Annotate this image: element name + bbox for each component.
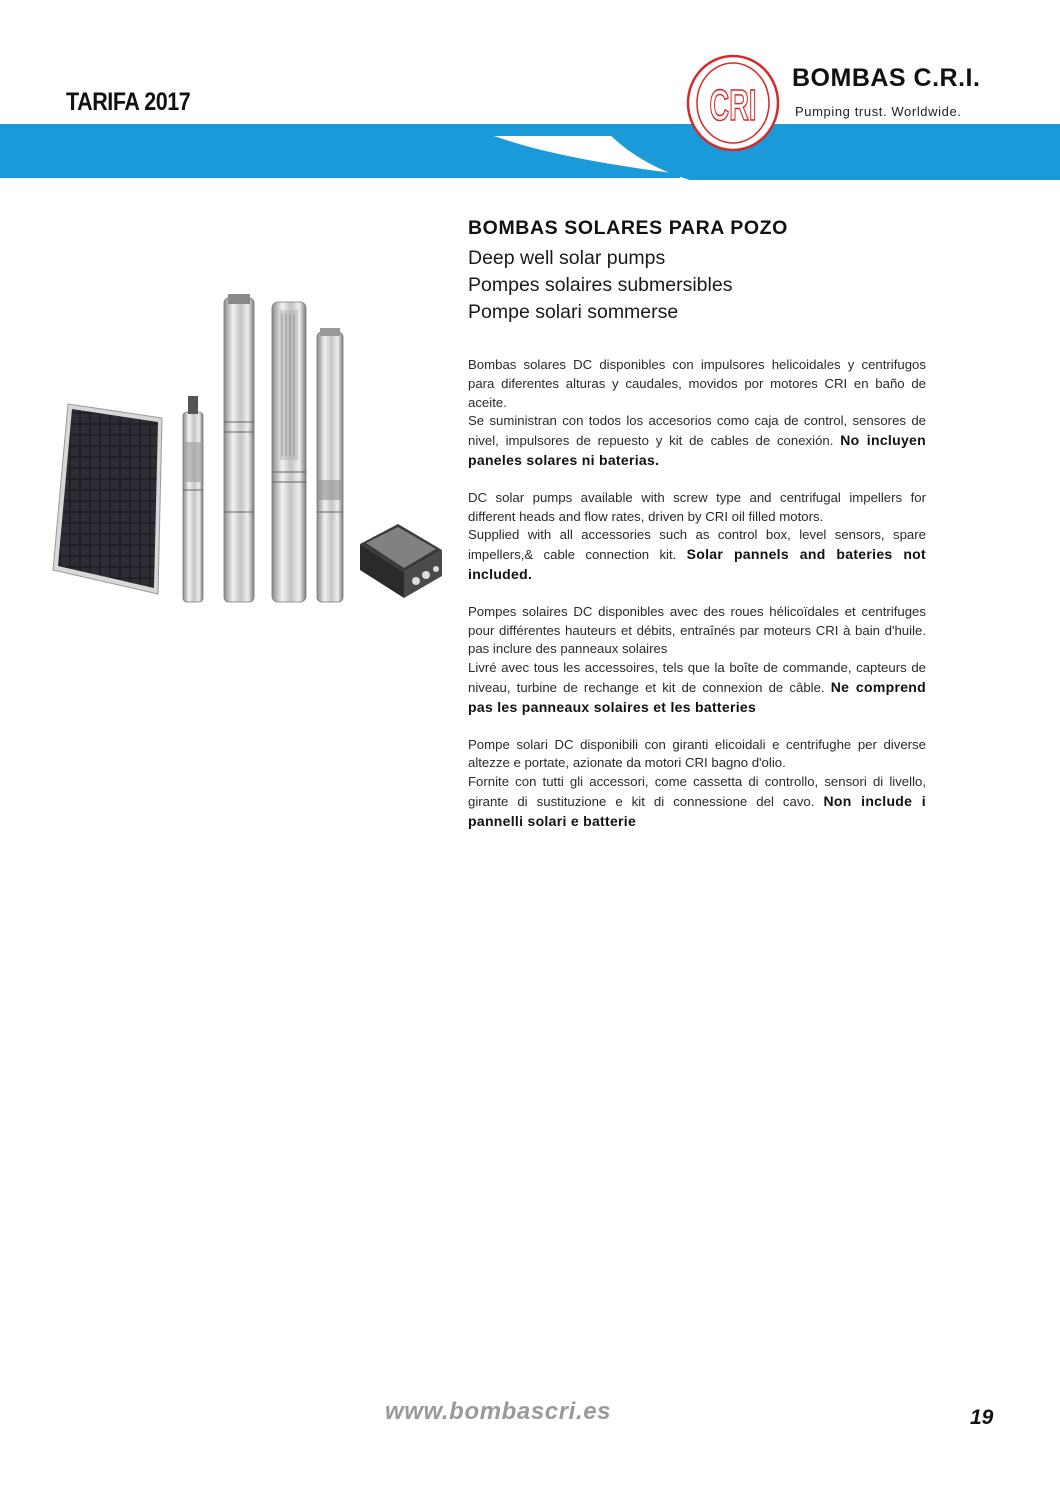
website-link[interactable]: www.bombascri.es	[385, 1398, 612, 1425]
header-band	[0, 118, 1060, 188]
description-fr-notice: Ne comprend pas les panneaux solaires et les batteries	[468, 678, 926, 715]
subtitle-en: Deep well solar pumps	[468, 247, 666, 269]
cri-logo	[686, 54, 780, 152]
description-en-text2: Supplied with all accessories such as control box, level sensors, spare impellers,& cable connection kit.	[468, 527, 926, 563]
pump-illustration-4	[317, 328, 343, 602]
brand-slogan: Pumping trust. Worldwide.	[795, 104, 962, 119]
pump-illustration-3	[272, 302, 306, 602]
product-photo	[50, 292, 445, 608]
subtitle-it: Pompe solari sommerse	[468, 301, 679, 323]
description-en-notice: Solar pannels and bateries not included.	[468, 546, 926, 582]
description-es-notice: No incluyen paneles solares ni baterias.	[468, 432, 926, 468]
description-it-text1: Pompe solari DC disponibili con giranti elicoidali e centrifughe per diverse altezze e portate, azionate da motori CRI bagno d'olio.	[468, 736, 926, 771]
description-en	[468, 489, 926, 585]
brand-name: BOMBAS C.R.I.	[792, 64, 981, 92]
description-it-notice: Non include i pannelli solari e batterie	[468, 792, 926, 829]
page-number: 19	[970, 1406, 994, 1429]
product-text-column	[468, 217, 926, 832]
subtitle-fr: Pompes solaires submersibles	[468, 274, 733, 296]
product-title: BOMBAS SOLARES PARA POZO	[468, 217, 788, 239]
description-es	[468, 356, 926, 471]
description-fr-text2: Livré avec tous les accessoires, tels que la boîte de commande, capteurs de niveau, turbine de rechange et kit de connexion de câble.	[468, 660, 926, 695]
description-fr	[468, 603, 926, 718]
pump-illustration-2	[224, 294, 254, 602]
description-it	[468, 736, 926, 832]
solar-panel-illustration	[53, 404, 162, 594]
description-es-text1: Bombas solares DC disponibles con impulsores helicoidales y centrifugos para diferentes alturas y caudales, movidos por motores CRI en baño de aceite.	[468, 357, 926, 410]
description-es-text2: Se suministran con todos los accesorios como caja de control, sensores de nivel, impulsores de repuesto y kit de cables de conexión.	[468, 413, 926, 449]
tariff-year-label: TARIFA 2017	[66, 88, 191, 116]
description-en-text1: DC solar pumps available with screw type and centrifugal impellers for different heads and flow rates, driven by CRI oil filled motors.	[468, 489, 926, 524]
control-box-illustration	[360, 524, 442, 598]
pump-illustration-1	[183, 396, 203, 602]
description-it-text2: Fornite con tutti gli accessori, come cassetta di controllo, sensori di livello, girante di sustituzione e kit di connessione del cavo.	[468, 774, 926, 809]
description-fr-text1: Pompes solaires DC disponibles avec des roues hélicoïdales et centrifuges pour différentes hauteurs et débits, entraînés par moteurs CRI à bain d'huile. pas inclure des panneaux solaires	[468, 603, 926, 657]
svg-text:CRI: CRI	[709, 80, 757, 130]
